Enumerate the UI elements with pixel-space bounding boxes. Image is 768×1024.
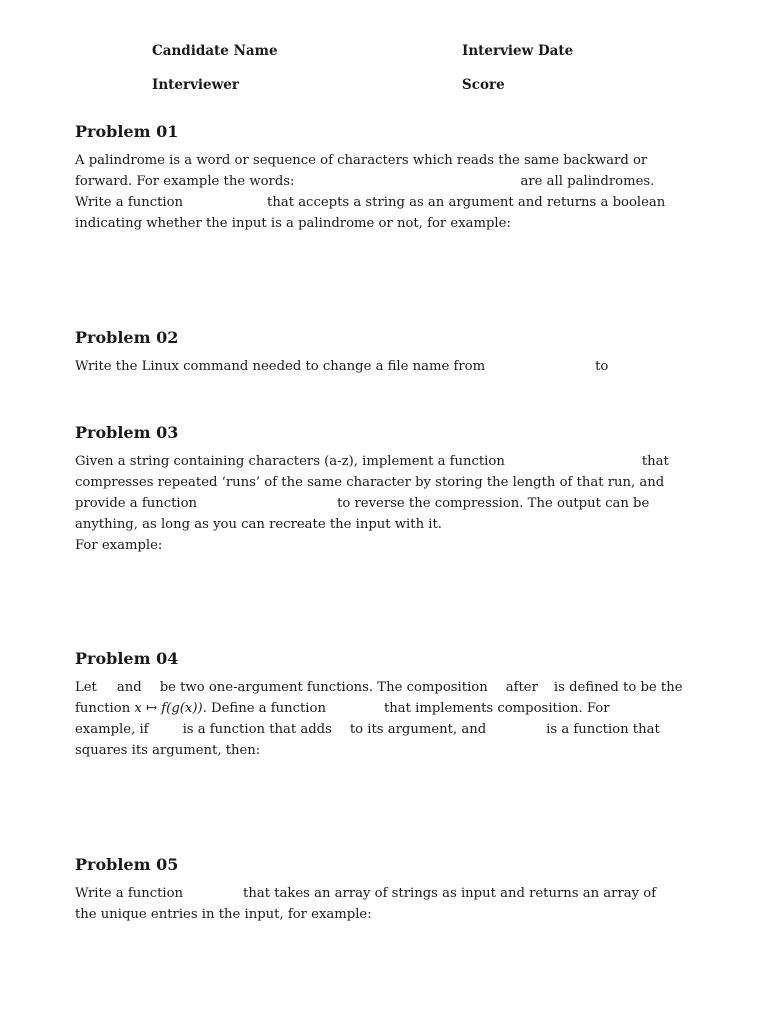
problem-02	[75, 328, 705, 377]
problem-text-line: Let and be two one-argument functions. The composition after is defined to be the	[75, 680, 683, 695]
interviewer-label: Interviewer	[152, 77, 239, 93]
problem-text-line: A palindrome is a word or sequence of characters which reads the same backward or	[75, 153, 648, 168]
problem-title: Problem 04	[75, 649, 179, 668]
problem-text-line: provide a function to reverse the compression. The output can be	[75, 496, 650, 511]
problem-text-line: Write a function that takes an array of strings as input and returns an array of	[75, 886, 657, 901]
problem-text-line: squares its argument, then:	[75, 743, 261, 758]
problem-text-line: For example:	[75, 538, 163, 553]
problem-text-line: function x ↦ f(g(x)). Define a function that implements composition. For	[75, 701, 610, 716]
problem-text-line: Write a function that accepts a string as an argument and returns a boolean	[75, 195, 666, 210]
problem-text-line: anything, as long as you can recreate the input with it.	[75, 517, 442, 532]
problem-04	[75, 649, 705, 761]
problem-text-line: indicating whether the input is a palindrome or not, for example:	[75, 216, 511, 231]
problem-title: Problem 02	[75, 328, 179, 347]
interview-date-label: Interview Date	[462, 43, 574, 59]
problem-text-line: example, if is a function that adds to its argument, and is a function that	[75, 722, 660, 737]
candidate-name-label: Candidate Name	[152, 43, 278, 59]
problem-text-line: the unique entries in the input, for example:	[75, 907, 372, 922]
composition-formula: x ↦ f(g(x))	[134, 701, 203, 716]
problem-text-line: forward. For example the words: are all palindromes.	[75, 174, 655, 189]
problem-text-line: Write the Linux command needed to change a file name from to	[75, 359, 609, 374]
problem-03	[75, 423, 705, 556]
score-label: Score	[462, 77, 505, 93]
problem-title: Problem 05	[75, 855, 179, 874]
problem-title: Problem 01	[75, 122, 179, 141]
problem-01	[75, 122, 705, 234]
problem-title: Problem 03	[75, 423, 179, 442]
problem-text-line: compresses repeated ‘runs’ of the same character by storing the length of that run, and	[75, 475, 665, 490]
problem-text-line: Given a string containing characters (a-z), implement a function that	[75, 454, 669, 469]
problem-05	[75, 855, 705, 925]
